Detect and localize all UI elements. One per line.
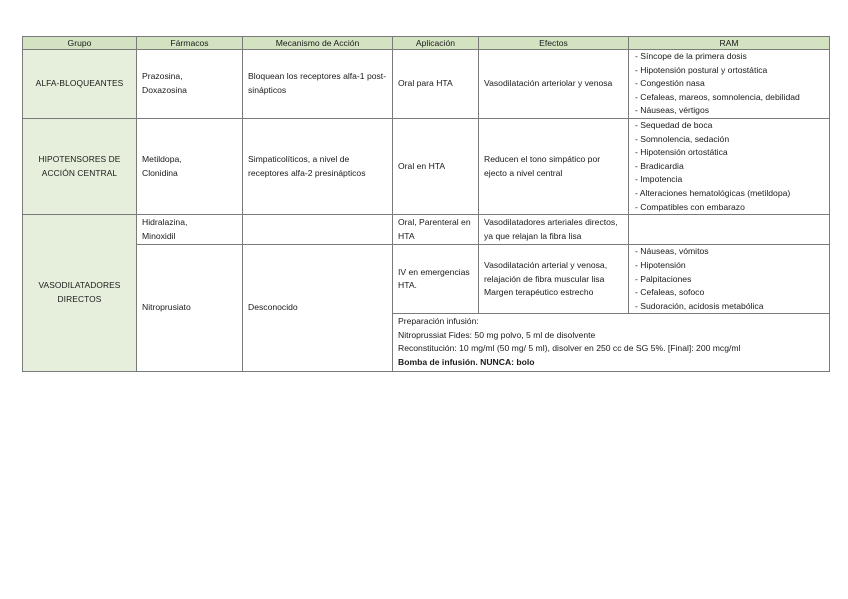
drug-name: Minoxidil bbox=[142, 230, 176, 241]
effect-text: Margen terapéutico estrecho bbox=[484, 287, 594, 298]
table-row-vaso-2 bbox=[23, 245, 830, 314]
ram-item: - Hipotensión ortostática bbox=[635, 147, 728, 158]
ram-item: - Sudoración, acidosis metabólica bbox=[635, 300, 764, 311]
ram-item: - Síncope de la primera dosis bbox=[635, 51, 747, 61]
effects-cell bbox=[479, 245, 629, 314]
application-cell: Oral en HTA bbox=[393, 118, 479, 214]
application-cell: IV en emergencias HTA. bbox=[393, 245, 479, 314]
mechanism-cell bbox=[243, 215, 393, 245]
header-farmacos: Fármacos bbox=[137, 37, 243, 50]
ram-item: - Sequedad de boca bbox=[635, 119, 713, 130]
group-central: HIPOTENSORES DE ACCIÓN CENTRAL bbox=[23, 118, 137, 214]
ram-list bbox=[635, 50, 825, 118]
application-cell: Oral para HTA bbox=[393, 50, 479, 119]
ram-item: - Palpitaciones bbox=[635, 273, 692, 284]
infusion-line: Nitroprussiat Fides: 50 mg polvo, 5 ml de disolvente bbox=[398, 329, 596, 340]
drugs-cell bbox=[137, 118, 243, 214]
ram-item: - Compatibles con embarazo bbox=[635, 201, 745, 212]
ram-cell bbox=[629, 118, 830, 214]
group-alfa: ALFA-BLOQUEANTES bbox=[23, 50, 137, 119]
header-aplicacion: Aplicación bbox=[393, 37, 479, 50]
drug-name: Prazosina, bbox=[142, 71, 183, 82]
drugs-cell: Nitroprusiato bbox=[137, 245, 243, 371]
infusion-warning: Bomba de infusión. NUNCA: bolo bbox=[398, 357, 535, 368]
drugs-cell bbox=[137, 215, 243, 245]
effects-cell: Vasodilatadores arteriales directos, ya que relajan la fibra lisa bbox=[479, 215, 629, 245]
drug-name: Metildopa, bbox=[142, 153, 182, 164]
drug-table bbox=[22, 36, 830, 372]
ram-item: - Náuseas, vómitos bbox=[635, 246, 709, 257]
ram-item: - Hipotensión postural y ortostática bbox=[635, 64, 768, 75]
header-row bbox=[23, 37, 830, 50]
drugs-cell bbox=[137, 50, 243, 119]
table-row-central bbox=[23, 118, 830, 214]
header-mecanismo: Mecanismo de Acción bbox=[243, 37, 393, 50]
ram-item: - Náuseas, vértigos bbox=[635, 105, 710, 116]
table-row-vaso-1 bbox=[23, 215, 830, 245]
drug-name: Doxazosina bbox=[142, 84, 187, 95]
infusion-cell bbox=[393, 314, 830, 371]
header-grupo: Grupo bbox=[23, 37, 137, 50]
infusion-line: Reconstitución: 10 mg/ml (50 mg/ 5 ml), disolver en 250 cc de SG 5%. [Final]: 200 mcg/ml bbox=[398, 343, 741, 354]
ram-cell bbox=[629, 215, 830, 245]
ram-list bbox=[635, 119, 825, 214]
mechanism-cell: Simpaticolíticos, a nivel de receptores alfa-2 presinápticos bbox=[243, 118, 393, 214]
header-efectos: Efectos bbox=[479, 37, 629, 50]
ram-item: - Congestión nasa bbox=[635, 78, 705, 89]
drug-name: Clonidina bbox=[142, 167, 178, 178]
ram-item: - Cefaleas, sofoco bbox=[635, 287, 705, 298]
mechanism-cell: Bloquean los receptores alfa-1 post-sinápticos bbox=[243, 50, 393, 119]
ram-item: - Cefaleas, mareos, somnolencia, debilidad bbox=[635, 91, 800, 102]
effects-cell: Vasodilatación arteriolar y venosa bbox=[479, 50, 629, 119]
ram-item: - Impotencia bbox=[635, 174, 683, 185]
ram-cell bbox=[629, 50, 830, 119]
ram-item: - Bradicardia bbox=[635, 160, 684, 171]
ram-item: - Hipotensión bbox=[635, 259, 686, 270]
ram-item: - Somnolencia, sedación bbox=[635, 133, 730, 144]
group-vaso: VASODILATADORES DIRECTOS bbox=[23, 215, 137, 372]
ram-list bbox=[635, 245, 825, 313]
table-row-alfa bbox=[23, 50, 830, 119]
effects-cell: Reducen el tono simpático por ejecto a nivel central bbox=[479, 118, 629, 214]
drug-name: Hidralazina, bbox=[142, 217, 188, 228]
ram-cell bbox=[629, 245, 830, 314]
header-ram: RAM bbox=[629, 37, 830, 50]
mechanism-cell: Desconocido bbox=[243, 245, 393, 371]
ram-item: - Alteraciones hematológicas (metildopa) bbox=[635, 187, 791, 198]
effect-text: Vasodilatación arterial y venosa, relajación de fibra muscular lisa bbox=[484, 259, 608, 284]
application-cell: Oral, Parenteral en HTA bbox=[393, 215, 479, 245]
infusion-title: Preparación infusión: bbox=[398, 316, 479, 327]
